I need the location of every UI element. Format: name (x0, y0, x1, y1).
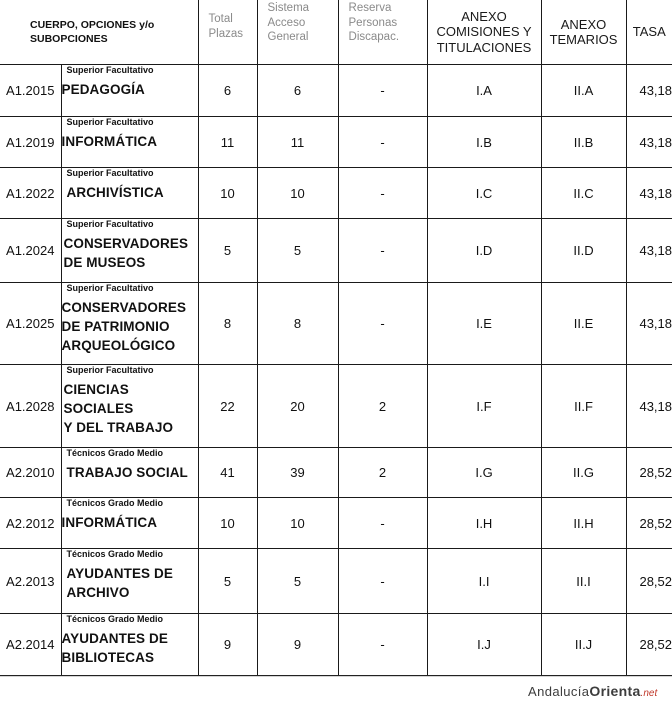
row-total-plazas: 5 (198, 549, 257, 614)
row-reserva: - (338, 168, 427, 219)
row-total-plazas: 10 (198, 168, 257, 219)
row-anexo-temario: II.B (541, 117, 626, 168)
row-anexo-temario: II.J (541, 614, 626, 676)
row-total-plazas: 9 (198, 614, 257, 676)
table-header-row (0, 0, 672, 65)
row-title (62, 380, 198, 437)
row-title-line: AYUDANTES DE (66, 566, 173, 581)
row-anexo-temario: II.C (541, 168, 626, 219)
row-anexo-comision: I.A (427, 65, 541, 117)
row-anexo-temario: II.G (541, 448, 626, 498)
row-reserva: - (338, 65, 427, 117)
row-title (62, 132, 198, 151)
row-tasa: 43,18 (626, 117, 672, 168)
row-title (62, 80, 198, 99)
table-row (0, 168, 672, 219)
table-row (0, 448, 672, 498)
row-title-line: CONSERVADORES (63, 236, 189, 251)
row-total-plazas: 8 (198, 283, 257, 365)
table-row (0, 549, 672, 614)
row-code: A2.2014 (0, 614, 61, 676)
row-category: Técnicos Grado Medio (66, 498, 164, 508)
header-reserva-discapac: Reserva Personas Discapac. (338, 0, 427, 65)
row-anexo-temario: II.F (541, 365, 626, 448)
row-code: A1.2022 (0, 168, 61, 219)
row-code: A1.2024 (0, 219, 61, 283)
row-name-cell (61, 549, 198, 614)
row-code: A1.2028 (0, 365, 61, 448)
row-name-cell (61, 219, 198, 283)
row-anexo-temario: II.D (541, 219, 626, 283)
row-name-cell (61, 365, 198, 448)
header-cuerpo: CUERPO, OPCIONES y/o SUBOPCIONES (0, 0, 198, 65)
row-category: Técnicos Grado Medio (66, 448, 164, 458)
row-sistema-acceso: 10 (257, 168, 338, 219)
row-anexo-comision: I.G (427, 448, 541, 498)
row-code: A2.2012 (0, 498, 61, 549)
row-code: A1.2015 (0, 65, 61, 117)
row-category: Superior Facultativo (66, 168, 154, 178)
row-category: Superior Facultativo (66, 365, 154, 375)
row-category: Técnicos Grado Medio (66, 614, 164, 624)
row-tasa: 28,52 (626, 448, 672, 498)
row-tasa: 43,18 (626, 65, 672, 117)
row-anexo-temario: II.H (541, 498, 626, 549)
row-sistema-acceso: 5 (257, 219, 338, 283)
row-reserva: - (338, 219, 427, 283)
row-code: A1.2019 (0, 117, 61, 168)
row-anexo-comision: I.I (427, 549, 541, 614)
row-title-line: DE MUSEOS (63, 255, 146, 270)
row-title-line: BIBLIOTECAS (61, 650, 155, 665)
row-sistema-acceso: 11 (257, 117, 338, 168)
row-title (62, 234, 198, 272)
row-sistema-acceso: 39 (257, 448, 338, 498)
row-tasa: 43,18 (626, 168, 672, 219)
row-code: A2.2013 (0, 549, 61, 614)
row-title-line: TRABAJO SOCIAL (66, 465, 188, 480)
row-title (62, 513, 198, 532)
row-category: Superior Facultativo (66, 283, 154, 293)
row-title-line: DE PATRIMONIO (61, 319, 170, 334)
table-row (0, 117, 672, 168)
row-tasa: 28,52 (626, 549, 672, 614)
row-name-cell (61, 283, 198, 365)
row-code: A1.2025 (0, 283, 61, 365)
row-total-plazas: 11 (198, 117, 257, 168)
header-total-plazas: Total Plazas (198, 0, 257, 65)
row-name-cell (61, 614, 198, 676)
row-anexo-temario: II.E (541, 283, 626, 365)
row-name-cell (61, 168, 198, 219)
row-name-cell (61, 117, 198, 168)
andalucia-orienta-logo: AndalucíaOrienta.net (528, 683, 658, 699)
row-category: Superior Facultativo (66, 219, 154, 229)
table-row (0, 498, 672, 549)
row-title (62, 298, 198, 355)
row-title (62, 564, 198, 602)
header-anexo-comisiones: ANEXO COMISIONES Y TITULACIONES (427, 0, 541, 65)
row-tasa: 43,18 (626, 283, 672, 365)
row-reserva: - (338, 117, 427, 168)
table-row (0, 365, 672, 448)
row-reserva: - (338, 283, 427, 365)
table-row (0, 65, 672, 117)
row-anexo-comision: I.F (427, 365, 541, 448)
row-title (62, 183, 198, 202)
row-reserva: - (338, 549, 427, 614)
row-title-line: ARCHIVO (66, 585, 130, 600)
row-tasa: 43,18 (626, 219, 672, 283)
row-anexo-comision: I.H (427, 498, 541, 549)
table-row (0, 283, 672, 365)
row-tasa: 43,18 (626, 365, 672, 448)
row-name-cell (61, 498, 198, 549)
header-tasa: TASA (626, 0, 672, 65)
row-anexo-comision: I.C (427, 168, 541, 219)
row-title-line: ARCHIVÍSTICA (66, 185, 164, 200)
row-anexo-temario: II.I (541, 549, 626, 614)
row-title-line: CIENCIAS (63, 382, 129, 397)
row-total-plazas: 5 (198, 219, 257, 283)
row-title-line: PEDAGOGÍA (61, 82, 145, 97)
row-total-plazas: 22 (198, 365, 257, 448)
row-title-line: Y DEL TRABAJO (63, 420, 174, 435)
row-total-plazas: 6 (198, 65, 257, 117)
row-sistema-acceso: 8 (257, 283, 338, 365)
row-tasa: 28,52 (626, 614, 672, 676)
row-reserva: 2 (338, 448, 427, 498)
row-title-line: CONSERVADORES (61, 300, 187, 315)
row-title (62, 463, 198, 482)
row-category: Técnicos Grado Medio (66, 549, 164, 559)
row-title-line: AYUDANTES DE (61, 631, 168, 646)
row-category: Superior Facultativo (66, 117, 154, 127)
row-name-cell (61, 448, 198, 498)
table-row (0, 614, 672, 676)
row-title-line: INFORMÁTICA (61, 134, 158, 149)
row-anexo-comision: I.E (427, 283, 541, 365)
row-total-plazas: 41 (198, 448, 257, 498)
row-total-plazas: 10 (198, 498, 257, 549)
row-anexo-comision: I.D (427, 219, 541, 283)
header-sistema-acceso: Sistema Acceso General (257, 0, 338, 65)
header-anexo-temarios: ANEXO TEMARIOS (541, 0, 626, 65)
row-title-line: INFORMÁTICA (61, 515, 158, 530)
table-row (0, 219, 672, 283)
row-anexo-comision: I.B (427, 117, 541, 168)
row-sistema-acceso: 6 (257, 65, 338, 117)
row-anexo-comision: I.J (427, 614, 541, 676)
row-title (62, 629, 198, 667)
row-tasa: 28,52 (626, 498, 672, 549)
row-name-cell (61, 65, 198, 117)
footer-divider (0, 676, 672, 677)
row-sistema-acceso: 5 (257, 549, 338, 614)
row-anexo-temario: II.A (541, 65, 626, 117)
row-title-line: ARQUEOLÓGICO (61, 338, 176, 353)
row-category: Superior Facultativo (66, 65, 154, 75)
row-code: A2.2010 (0, 448, 61, 498)
row-sistema-acceso: 10 (257, 498, 338, 549)
row-reserva: 2 (338, 365, 427, 448)
row-sistema-acceso: 20 (257, 365, 338, 448)
row-reserva: - (338, 498, 427, 549)
row-title-line: SOCIALES (63, 401, 134, 416)
row-sistema-acceso: 9 (257, 614, 338, 676)
row-reserva: - (338, 614, 427, 676)
